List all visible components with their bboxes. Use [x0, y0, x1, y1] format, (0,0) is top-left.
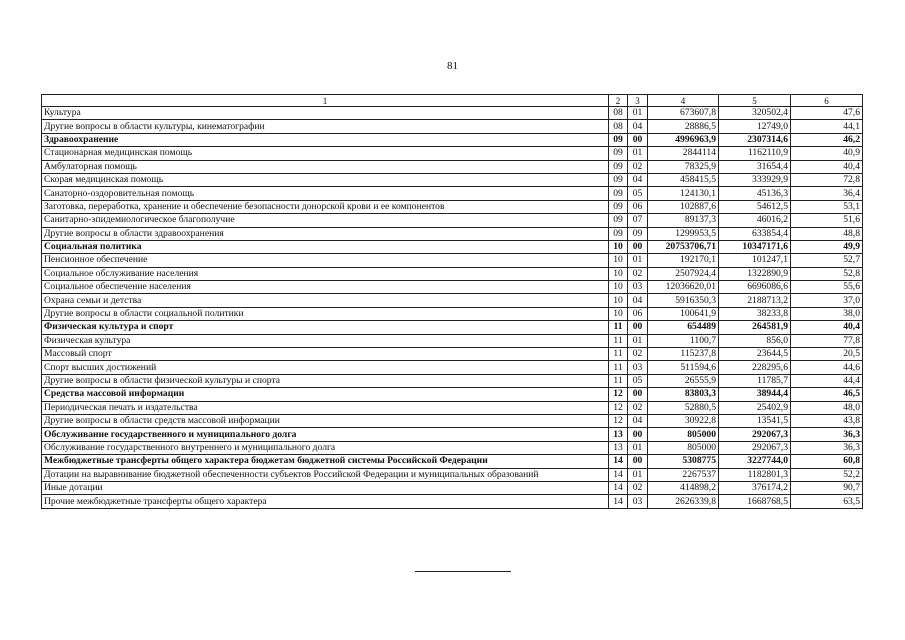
row-name-cell: Другие вопросы в области средств массовой информации — [42, 414, 609, 427]
row-subsection-code-cell: 02 — [628, 481, 648, 494]
row-percent-cell: 46,5 — [791, 388, 863, 401]
row-name-cell: Стационарная медицинская помощь — [42, 147, 609, 160]
header-cell-1: 1 — [42, 95, 609, 107]
row-name-cell: Культура — [42, 107, 609, 120]
row-actual-cell: 633854,4 — [719, 227, 791, 240]
row-percent-cell: 40,4 — [791, 321, 863, 334]
row-actual-cell: 25402,9 — [719, 401, 791, 414]
row-plan-cell: 28886,5 — [648, 120, 719, 133]
row-subsection-code-cell: 00 — [628, 321, 648, 334]
row-name-cell: Санитарно-эпидемиологическое благополучие — [42, 214, 609, 227]
row-actual-cell: 1668768,5 — [719, 495, 791, 508]
row-actual-cell: 264581,9 — [719, 321, 791, 334]
row-section-code-cell: 11 — [609, 348, 628, 361]
table-row — [42, 348, 863, 361]
row-percent-cell: 77,8 — [791, 334, 863, 347]
row-subsection-code-cell: 05 — [628, 374, 648, 387]
row-subsection-code-cell: 06 — [628, 200, 648, 213]
table-row — [42, 214, 863, 227]
row-subsection-code-cell: 04 — [628, 414, 648, 427]
row-section-code-cell: 09 — [609, 160, 628, 173]
row-actual-cell: 2307314,6 — [719, 133, 791, 146]
table-row — [42, 374, 863, 387]
row-subsection-code-cell: 00 — [628, 133, 648, 146]
row-name-cell: Физическая культура и спорт — [42, 321, 609, 334]
table-row — [42, 401, 863, 414]
row-subsection-code-cell: 00 — [628, 428, 648, 441]
row-name-cell: Другие вопросы в области социальной политики — [42, 307, 609, 320]
row-subsection-code-cell: 03 — [628, 281, 648, 294]
row-actual-cell: 333929,9 — [719, 173, 791, 186]
row-name-cell: Заготовка, переработка, хранение и обеспечение безопасности донорской крови и ее компонентов — [42, 200, 609, 213]
row-plan-cell: 1299953,5 — [648, 227, 719, 240]
row-percent-cell: 46,2 — [791, 133, 863, 146]
row-plan-cell: 805000 — [648, 441, 719, 454]
row-plan-cell: 89137,3 — [648, 214, 719, 227]
table-row — [42, 455, 863, 468]
table-row — [42, 281, 863, 294]
row-actual-cell: 101247,1 — [719, 254, 791, 267]
row-plan-cell: 2626339,8 — [648, 495, 719, 508]
row-percent-cell: 36,4 — [791, 187, 863, 200]
row-percent-cell: 38,0 — [791, 307, 863, 320]
row-plan-cell: 115237,8 — [648, 348, 719, 361]
row-subsection-code-cell: 04 — [628, 173, 648, 186]
row-name-cell: Охрана семьи и детства — [42, 294, 609, 307]
table-row — [42, 321, 863, 334]
table-row — [42, 388, 863, 401]
row-section-code-cell: 08 — [609, 107, 628, 120]
row-plan-cell: 102887,6 — [648, 200, 719, 213]
row-name-cell: Социальное обеспечение населения — [42, 281, 609, 294]
table-row — [42, 334, 863, 347]
table-row — [42, 173, 863, 186]
header-cell-4: 4 — [648, 95, 719, 107]
row-percent-cell: 90,7 — [791, 481, 863, 494]
table-row — [42, 441, 863, 454]
row-percent-cell: 49,9 — [791, 240, 863, 253]
row-percent-cell: 40,9 — [791, 147, 863, 160]
row-subsection-code-cell: 01 — [628, 254, 648, 267]
row-subsection-code-cell: 07 — [628, 214, 648, 227]
row-name-cell: Другие вопросы в области физической культуры и спорта — [42, 374, 609, 387]
row-actual-cell: 38233,8 — [719, 307, 791, 320]
row-section-code-cell: 09 — [609, 173, 628, 186]
row-section-code-cell: 09 — [609, 227, 628, 240]
header-cell-3: 3 — [628, 95, 648, 107]
row-percent-cell: 36,3 — [791, 428, 863, 441]
row-subsection-code-cell: 02 — [628, 401, 648, 414]
row-subsection-code-cell: 04 — [628, 294, 648, 307]
row-actual-cell: 54612,5 — [719, 200, 791, 213]
row-actual-cell: 6696086,6 — [719, 281, 791, 294]
row-actual-cell: 23644,5 — [719, 348, 791, 361]
row-percent-cell: 52,8 — [791, 267, 863, 280]
row-actual-cell: 856,0 — [719, 334, 791, 347]
table-row — [42, 361, 863, 374]
row-section-code-cell: 14 — [609, 495, 628, 508]
row-percent-cell: 52,2 — [791, 468, 863, 481]
row-section-code-cell: 13 — [609, 441, 628, 454]
row-actual-cell: 320502,4 — [719, 107, 791, 120]
table-row — [42, 133, 863, 146]
row-subsection-code-cell: 05 — [628, 187, 648, 200]
row-subsection-code-cell: 04 — [628, 120, 648, 133]
row-section-code-cell: 10 — [609, 267, 628, 280]
row-section-code-cell: 10 — [609, 254, 628, 267]
table-row — [42, 428, 863, 441]
row-plan-cell: 673607,8 — [648, 107, 719, 120]
row-percent-cell: 48,0 — [791, 401, 863, 414]
row-percent-cell: 43,8 — [791, 414, 863, 427]
row-percent-cell: 63,5 — [791, 495, 863, 508]
row-subsection-code-cell: 01 — [628, 441, 648, 454]
row-actual-cell: 31654,4 — [719, 160, 791, 173]
row-plan-cell: 805000 — [648, 428, 719, 441]
table-row — [42, 187, 863, 200]
row-percent-cell: 55,6 — [791, 281, 863, 294]
row-name-cell: Санаторно-оздоровительная помощь — [42, 187, 609, 200]
row-percent-cell: 52,7 — [791, 254, 863, 267]
table-row — [42, 240, 863, 253]
row-name-cell: Социальное обслуживание населения — [42, 267, 609, 280]
row-section-code-cell: 13 — [609, 428, 628, 441]
row-subsection-code-cell: 00 — [628, 240, 648, 253]
row-name-cell: Обслуживание государственного внутреннего и муниципального долга — [42, 441, 609, 454]
row-plan-cell: 26555,9 — [648, 374, 719, 387]
row-subsection-code-cell: 09 — [628, 227, 648, 240]
table-row — [42, 495, 863, 508]
row-percent-cell: 44,4 — [791, 374, 863, 387]
row-plan-cell: 30922,8 — [648, 414, 719, 427]
row-name-cell: Периодическая печать и издательства — [42, 401, 609, 414]
table-row — [42, 254, 863, 267]
row-section-code-cell: 11 — [609, 321, 628, 334]
row-plan-cell: 1100,7 — [648, 334, 719, 347]
row-percent-cell: 37,0 — [791, 294, 863, 307]
row-section-code-cell: 11 — [609, 361, 628, 374]
row-subsection-code-cell: 03 — [628, 495, 648, 508]
header-row — [42, 95, 863, 107]
bottom-divider — [415, 571, 511, 572]
row-plan-cell: 83803,3 — [648, 388, 719, 401]
row-name-cell: Другие вопросы в области культуры, кинематографии — [42, 120, 609, 133]
row-plan-cell: 5916350,3 — [648, 294, 719, 307]
row-actual-cell: 3227744,0 — [719, 455, 791, 468]
row-section-code-cell: 10 — [609, 240, 628, 253]
row-section-code-cell: 14 — [609, 481, 628, 494]
table-row — [42, 160, 863, 173]
row-subsection-code-cell: 02 — [628, 160, 648, 173]
table-row — [42, 468, 863, 481]
row-name-cell: Массовый спорт — [42, 348, 609, 361]
row-section-code-cell: 11 — [609, 334, 628, 347]
row-name-cell: Средства массовой информации — [42, 388, 609, 401]
row-plan-cell: 78325,9 — [648, 160, 719, 173]
row-actual-cell: 38944,4 — [719, 388, 791, 401]
row-section-code-cell: 10 — [609, 281, 628, 294]
row-actual-cell: 292067,3 — [719, 428, 791, 441]
table-row — [42, 120, 863, 133]
row-percent-cell: 44,1 — [791, 120, 863, 133]
row-actual-cell: 46016,2 — [719, 214, 791, 227]
row-actual-cell: 228295,6 — [719, 361, 791, 374]
row-actual-cell: 11785,7 — [719, 374, 791, 387]
row-percent-cell: 60,8 — [791, 455, 863, 468]
row-actual-cell: 2188713,2 — [719, 294, 791, 307]
budget-table — [41, 94, 863, 509]
row-name-cell: Амбулаторная помощь — [42, 160, 609, 173]
row-subsection-code-cell: 03 — [628, 361, 648, 374]
row-actual-cell: 376174,2 — [719, 481, 791, 494]
row-subsection-code-cell: 02 — [628, 267, 648, 280]
row-subsection-code-cell: 01 — [628, 107, 648, 120]
row-percent-cell: 20,5 — [791, 348, 863, 361]
row-plan-cell: 100641,9 — [648, 307, 719, 320]
row-plan-cell: 414898,2 — [648, 481, 719, 494]
row-name-cell: Скорая медицинская помощь — [42, 173, 609, 186]
row-actual-cell: 45136,3 — [719, 187, 791, 200]
row-actual-cell: 13541,5 — [719, 414, 791, 427]
row-percent-cell: 48,8 — [791, 227, 863, 240]
row-plan-cell: 12036620,01 — [648, 281, 719, 294]
row-actual-cell: 12749,0 — [719, 120, 791, 133]
row-section-code-cell: 12 — [609, 414, 628, 427]
row-section-code-cell: 12 — [609, 388, 628, 401]
row-actual-cell: 10347171,6 — [719, 240, 791, 253]
row-name-cell: Пенсионное обеспечение — [42, 254, 609, 267]
row-subsection-code-cell: 02 — [628, 348, 648, 361]
row-section-code-cell: 08 — [609, 120, 628, 133]
row-plan-cell: 4996963,9 — [648, 133, 719, 146]
row-actual-cell: 1162110,9 — [719, 147, 791, 160]
row-percent-cell: 72,8 — [791, 173, 863, 186]
row-percent-cell: 47,6 — [791, 107, 863, 120]
row-percent-cell: 51,6 — [791, 214, 863, 227]
row-plan-cell: 20753706,71 — [648, 240, 719, 253]
header-cell-6: 6 — [791, 95, 863, 107]
table-row — [42, 307, 863, 320]
row-subsection-code-cell: 01 — [628, 147, 648, 160]
row-name-cell: Иные дотации — [42, 481, 609, 494]
row-plan-cell: 192170,1 — [648, 254, 719, 267]
row-plan-cell: 2507924,4 — [648, 267, 719, 280]
row-subsection-code-cell: 06 — [628, 307, 648, 320]
row-name-cell: Физическая культура — [42, 334, 609, 347]
row-section-code-cell: 09 — [609, 187, 628, 200]
row-percent-cell: 36,3 — [791, 441, 863, 454]
row-name-cell: Дотации на выравнивание бюджетной обеспеченности субъектов Российской Федерации и муниципальных образований — [42, 468, 609, 481]
table-row — [42, 107, 863, 120]
row-subsection-code-cell: 01 — [628, 468, 648, 481]
table-row — [42, 227, 863, 240]
row-section-code-cell: 11 — [609, 374, 628, 387]
table-row — [42, 481, 863, 494]
row-actual-cell: 292067,3 — [719, 441, 791, 454]
row-plan-cell: 52880,5 — [648, 401, 719, 414]
row-name-cell: Межбюджетные трансферты общего характера бюджетам бюджетной системы Российской Федерации — [42, 455, 609, 468]
row-subsection-code-cell: 00 — [628, 455, 648, 468]
row-actual-cell: 1182801,3 — [719, 468, 791, 481]
row-plan-cell: 5308775 — [648, 455, 719, 468]
row-subsection-code-cell: 00 — [628, 388, 648, 401]
row-plan-cell: 458415,5 — [648, 173, 719, 186]
row-plan-cell: 654489 — [648, 321, 719, 334]
header-cell-5: 5 — [719, 95, 791, 107]
row-section-code-cell: 09 — [609, 147, 628, 160]
row-percent-cell: 40,4 — [791, 160, 863, 173]
page-number: 81 — [447, 60, 458, 72]
row-section-code-cell: 10 — [609, 307, 628, 320]
table-row — [42, 294, 863, 307]
row-section-code-cell: 10 — [609, 294, 628, 307]
row-name-cell: Спорт высших достижений — [42, 361, 609, 374]
row-name-cell: Социальная политика — [42, 240, 609, 253]
row-name-cell: Прочие межбюджетные трансферты общего характера — [42, 495, 609, 508]
row-plan-cell: 511594,6 — [648, 361, 719, 374]
row-percent-cell: 44,6 — [791, 361, 863, 374]
table-row — [42, 414, 863, 427]
row-section-code-cell: 14 — [609, 455, 628, 468]
row-name-cell: Другие вопросы в области здравоохранения — [42, 227, 609, 240]
row-section-code-cell: 09 — [609, 214, 628, 227]
row-plan-cell: 2844114 — [648, 147, 719, 160]
row-percent-cell: 53,1 — [791, 200, 863, 213]
row-section-code-cell: 09 — [609, 133, 628, 146]
table-row — [42, 267, 863, 280]
table-row — [42, 200, 863, 213]
row-subsection-code-cell: 01 — [628, 334, 648, 347]
row-section-code-cell: 12 — [609, 401, 628, 414]
row-section-code-cell: 09 — [609, 200, 628, 213]
row-plan-cell: 124130,1 — [648, 187, 719, 200]
row-section-code-cell: 14 — [609, 468, 628, 481]
row-actual-cell: 1322890,9 — [719, 267, 791, 280]
header-cell-2: 2 — [609, 95, 628, 107]
row-name-cell: Обслуживание государственного и муниципального долга — [42, 428, 609, 441]
table-row — [42, 147, 863, 160]
row-name-cell: Здравоохранение — [42, 133, 609, 146]
row-plan-cell: 2267537 — [648, 468, 719, 481]
